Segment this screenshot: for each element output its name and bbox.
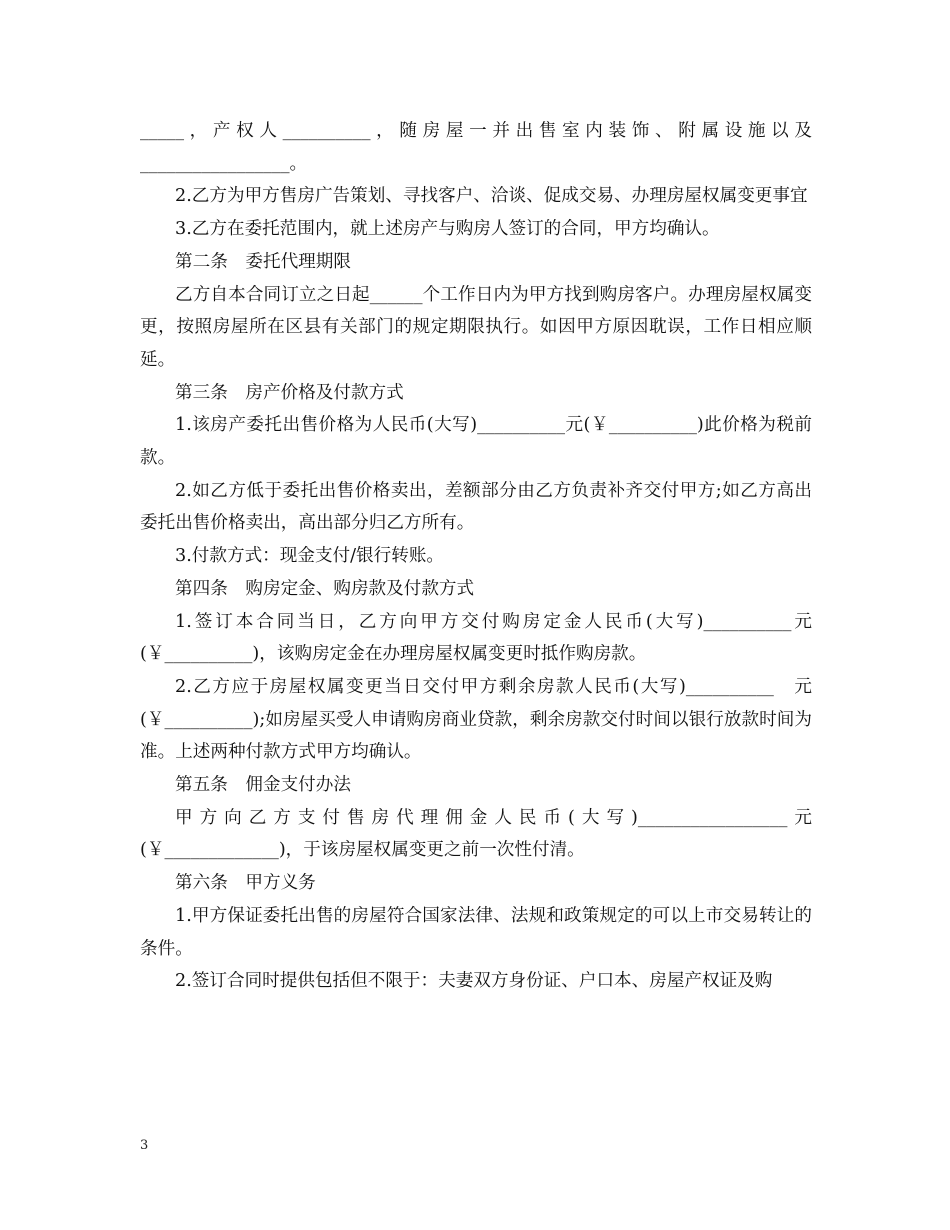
paragraph-property-details: _____，产权人__________，随房屋一并出售室内装饰、附属设施以及_________________。	[140, 121, 812, 174]
article-3-item-3: 3.付款方式：现金支付/银行转账。	[175, 546, 445, 567]
article-6-heading: 第六条 甲方义务	[175, 873, 316, 894]
article-5-heading: 第五条 佣金支付办法	[175, 775, 351, 796]
article-3-item-2: 2.如乙方低于委托出售价格卖出，差额部分由乙方负责补齐交付甲方;如乙方高出委托出售价格卖出，高出部分归乙方所有。	[140, 480, 812, 534]
article-6-item-2: 2.签订合同时提供包括但不限于：夫妻双方身份证、户口本、房屋产权证及购	[175, 971, 773, 992]
article-3-heading: 第三条 房产价格及付款方式	[175, 382, 404, 403]
article-6-item-1: 1.甲方保证委托出售的房屋符合国家法律、法规和政策规定的可以上市交易转让的条件。	[140, 905, 812, 959]
article-5-body: 甲方向乙方支付售房代理佣金人民币(大写)_________________元(￥_____________)，于该房屋权属变更之前一次性付清。	[140, 807, 812, 861]
article-4-heading: 第四条 购房定金、购房款及付款方式	[175, 578, 475, 599]
clause-1-item-3: 3.乙方在委托范围内，就上述房产与购房人签订的合同，甲方均确认。	[175, 219, 720, 240]
article-2-body: 乙方自本合同订立之日起______个工作日内为甲方找到购房客户。办理房屋权属变更，按照房屋所在区县有关部门的规定期限执行。如因甲方原因耽误，工作日相应顺延。	[140, 284, 812, 370]
page-number: 3	[140, 1138, 149, 1153]
clause-1-item-2: 2.乙方为甲方售房广告策划、寻找客户、洽谈、促成交易、办理房屋权属变更事宜	[175, 186, 808, 207]
article-4-item-2: 2.乙方应于房屋权属变更当日交付甲方剩余房款人民币(大写)__________ 元(￥__________);如房屋买受人申请购房商业贷款，剩余房款交付时间以银行放款时间为准。上述两种付款方式甲方均确认。	[140, 676, 812, 763]
document-body	[140, 115, 812, 998]
article-4-item-1: 1.签订本合同当日，乙方向甲方交付购房定金人民币(大写)__________元(￥__________)，该购房定金在办理房屋权属变更时抵作购房款。	[140, 611, 812, 665]
article-3-item-1: 1.该房产委托出售价格为人民币(大写)__________元(￥__________)此价格为税前款。	[140, 415, 812, 469]
article-2-heading: 第二条 委托代理期限	[175, 251, 351, 272]
